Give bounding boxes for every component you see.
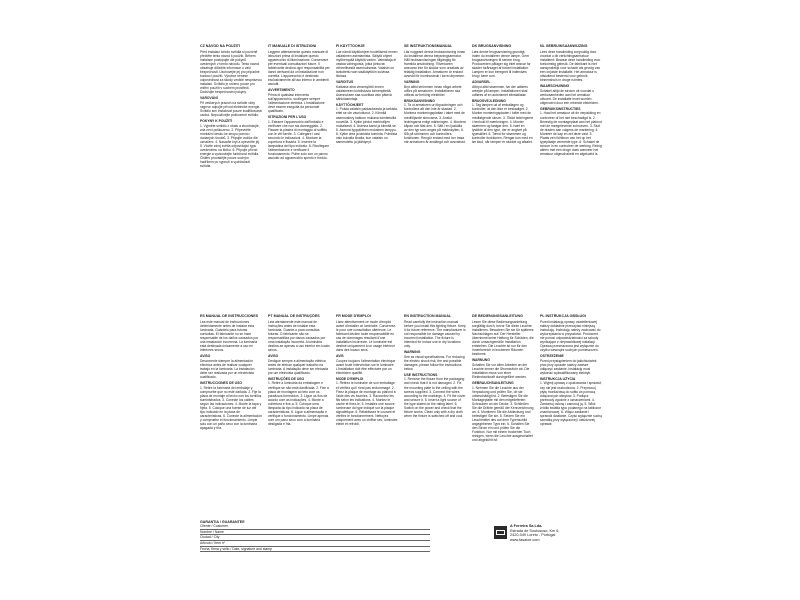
company-logo-icon <box>494 526 507 539</box>
warranty-line-item: Artículo / Item nº <box>200 541 430 547</box>
section-heading: GEBRAUCHSANLEITUNG <box>472 380 514 385</box>
section-heading: INSTRUKCJA UŻYCIA <box>540 376 576 381</box>
section-heading: AVISO <box>268 354 279 359</box>
column-title: IT MANUALE DI ISTRUZIONI <box>268 44 317 48</box>
section-text: 1. Retire la luminaria del embalaje y compruebe que no esté dañada. 2. Fije la placa de montaje al techo con los tornillos suministrados. 3. Conecte los cables según las indicaciones. 4. Monte la tapa y fíjela. 5. Coloque una fuente de luz del tipo indicado en la placa de características. 6. Conecte la alimentación y compruebe el funcionamiento. Limpie solo con un paño seco con la luminaria apagada y fría. <box>200 385 262 430</box>
instruction-sheet <box>200 40 602 566</box>
language-column <box>268 314 330 550</box>
section-heading: GEBRUIKSINSTRUCTIES <box>540 106 581 111</box>
language-column <box>200 44 262 306</box>
language-column <box>472 314 534 550</box>
section-heading: AVVERTIMENTO <box>268 88 295 93</box>
section-heading: BRUGSVEJLEDNING <box>472 98 506 103</box>
column-title: PT MANUAL DE INSTRUÇÕES <box>268 314 320 318</box>
section-text: Lue nämä käyttöohjeet huolellisesti ennen valaisimen asentamista. Säilytä ohjeet myöhempää käyttöä varten. Valmistaja ei vastaa vahingoista, jotka johtuvat virheellisestä asennuksesta. Valaisin on tarkoitettu vain sisäkäyttöön kuivissa tiloissa. <box>336 49 398 78</box>
section-text: 1. Tag lampen ud af emballagen og kontroller, at den ikke er beskadiget. 2. Monter monteringspladen i loftet med de medfølgende skruer. 3. Tilslut ledningerne i henhold til mærkningen. 4. Monter skærmen og fastgør den. 5. Isæt en lyskilde af den type, der er angivet på typeskiltet. 6. Tænd for strømmen og kontroller funktionen. Rengør kun med en tør klud, når lampen er slukket og afkølet. <box>472 103 534 144</box>
section-text: Lees deze handleiding zorgvuldig door voordat u dit verlichtingsarmatuur installeert. Bewaar deze handleiding voor toekomstig gebruik. De fabrikant is niet aansprakelijk voor schade als gevolg van een onjuiste installatie. Het armatuur is uitsluitend bestemd voor gebruik binnenshuis in droge ruimtes. <box>540 49 601 83</box>
section-heading: INSTRUCCIONES DE USO <box>200 380 243 385</box>
language-column <box>404 44 466 306</box>
company-address <box>510 524 602 542</box>
section-text: Read carefully the instruction manual before you install this lighting fixture. Keep it for future reference. The manufacturer is not responsible for damage caused by incorrect installation. The fixture is intended for indoor use in dry locations only. <box>404 319 466 348</box>
company-address-line-2: 2420-049 Loreto - Portugal <box>510 533 556 538</box>
warranty-box <box>200 520 430 552</box>
column-title: FI KÄYTTÖOHJE <box>336 44 365 48</box>
section-text: Katkaise aina virransyöttö ennen valaisimeen kohdistuvia toimenpiteitä. Asennuksen saa suorittaa vain pätevä sähköasentaja. <box>336 84 392 101</box>
section-text: Afbryd altid strømmen, før der udføres arbejde på lampen. Installationen skal udføres af en autoriseret elinstallatør. <box>472 84 528 97</box>
section-heading: VAROITUS <box>336 80 354 85</box>
language-column <box>336 44 398 306</box>
warranty-line-signature: Fecha, firma y sello / Date, signature and stamp <box>200 547 430 553</box>
section-text: 1. Retire a luminária da embalagem e verifique se não está danificada. 2. Fixe a placa de montagem ao teto com os parafusos fornecidos. 3. Ligue os fios de acordo com as indicações. 4. Monte a cobertura e fixe-a. 5. Coloque uma lâmpada do tipo indicado na placa de características. 6. Ligue a alimentação e verifique o funcionamento. Limpe apenas com um pano seco com a luminária desligada e fria. <box>268 381 329 426</box>
column-title: CZ NÁVOD NA POUŽITÍ <box>200 44 240 48</box>
section-text: 1. Wyjmij oprawę z opakowania i sprawdź, czy nie jest uszkodzona. 2. Przymocuj płytę montażową do sufitu za pomocą dołączonych wkrętów. 3. Podłącz przewody zgodnie z oznaczeniami. 4. Zamontuj osłonę i zamocuj ją. 5. Włóż źródło światła typu podanego na tabliczce znamionowej. 6. Włącz zasilanie i sprawdź działanie. Czyść wyłącznie suchą szmatką przy wyłączonej i ostudzonej oprawie. <box>540 381 602 426</box>
column-title: FR MODE D'EMPLOI <box>336 314 371 318</box>
section-text: Lisez attentivement ce mode d'emploi avant d'installer ce luminaire. Conservez-le pour une consultation ultérieure. Le fabricant décline toute responsabilité en cas de dommages résultant d'une installation incorrecte. Le luminaire est destiné uniquement à un usage intérieur dans des locaux secs. <box>336 319 397 353</box>
section-text: 1. Estrarre l'apparecchio dall'imballo e verificare che non sia danneggiato. 2. Fissare la piastra di montaggio al soffitto con le viti fornite. 3. Collegare i cavi secondo le indicazioni. 4. Montare la copertura e fissarla. 5. Inserire la lampadina del tipo indicato. 6. Ricollegare l'alimentazione e verificare il funzionamento. Pulire solo con un panno asciutto ad apparecchio spento e freddo. <box>268 119 330 160</box>
section-text: Desligue sempre a alimentação elétrica antes de efetuar qualquer trabalho na luminária. A instalação deve ser efetuada por um eletricista qualificado. <box>268 358 329 375</box>
section-text: Při veškerých pracích na svítidle vždy nejprve odpojte přívod elektrické energie. Svítidlo smí instalovat pouze kvalifikovaná osoba. Nepoužívejte poškozené svítidlo. <box>200 100 262 117</box>
language-column <box>540 314 602 550</box>
section-heading: VARNING <box>404 80 420 85</box>
section-text: Læs denne brugsanvisning grundigt, inden du installerer denne lampe. Gem brugsanvisningen til senere brug. Producenten påtager sig intet ansvar for skader forårsaget af forkert installation. Lampen er kun beregnet til indendørs brug i tørre rum. <box>472 49 531 78</box>
section-text: Lesen Sie diese Bedienungsanleitung sorgfältig durch, bevor Sie diese Leuchte installieren. Bewahren Sie sie für späteres Nachschlagen auf. Der Hersteller übernimmt keine Haftung für Schäden, die durch unsachgemäße Installation entstehen. Die Leuchte ist nur für den Innenbereich in trockenen Räumen bestimmt. <box>472 319 534 357</box>
language-column <box>336 314 398 550</box>
section-heading: ISTRUZIONI PER L'USO <box>268 114 307 119</box>
section-text: Schakel altijd de stroom uit voordat u werkzaamheden aan het armatuur uitvoert. De installatie moet worden uitgevoerd door een erkende elektricien. <box>540 88 599 105</box>
section-heading: ADVARSEL <box>472 80 491 85</box>
company-website: www.fasaloe.com <box>510 537 540 542</box>
language-column <box>268 44 330 306</box>
section-heading: WARNUNG <box>472 358 490 363</box>
language-column <box>472 44 534 306</box>
warranty-line-name: Nombre / Name <box>200 530 430 536</box>
column-title: DE BEDIENUNGSANLEITUNG <box>472 314 523 318</box>
column-title: NL GEBRUIKSAANWIJZING <box>540 44 588 48</box>
company-address-line-1: Estrada de Soutosuso, Km 6, <box>510 528 560 533</box>
section-heading: BRUKSANVISNING <box>404 98 435 103</box>
language-column <box>404 314 466 550</box>
column-title: EN INSTRUCTION MANUAL <box>404 314 452 318</box>
company-name: A Ferreira Sa Lda. <box>510 524 543 528</box>
section-text: Lea este manual de instrucciones detenidamente antes de instalar esta luminaria. Guárdelo para futuras consultas. El fabricante no se hace responsable de los daños causados por una instalación incorrecta. La luminaria está destinada únicamente a uso en interiores secos. <box>200 319 259 353</box>
section-text: Bryt alltid strömmen innan något arbete utförs på armaturen. Installationen ska utföras av behörig elektriker. <box>404 84 462 97</box>
section-text: Przed przystąpieniem do jakichkolwiek prac przy oprawie należy zawsze odłączyć zasilanie. Instalację musi wykonać wykwalifikowany elektryk. <box>540 358 597 375</box>
section-heading: POKYNY K POUŽITÍ <box>200 119 232 123</box>
section-text: 1. Haal het armatuur uit de verpakking en controleer of het niet beschadigd is. 2. Bevestig de montageplaat aan het plafond met de meegeleverde schroeven. 3. Sluit de draden aan volgens de markering. 4. Monteer de kap en zet deze vast. 5. Plaats een lichtbron van het op het typeplaatje vermelde type. 6. Schakel de stroom in en controleer de werking. Reinig alleen met een droge doek wanneer het armatuur uitgeschakeld en afgekoeld is. <box>540 111 602 156</box>
warranty-title: GARANTIA / GUARANTEE <box>200 520 245 524</box>
section-text: Läs noggrant denna bruksanvisning innan du installerar denna belysningsarmatur. Håll bruksanvisningen tillgänglig för framtida användning. Tillverkaren ansvarar inte för skador som orsakats av felaktig installation. Armaturen är endast avsedd för inomhusbruk i torra utrymmen. <box>404 49 466 78</box>
section-heading: MODE D'EMPLOI <box>336 376 364 381</box>
warranty-line-city: Ciudad / City <box>200 535 430 541</box>
section-heading: AVIS <box>336 354 344 359</box>
language-column <box>540 44 602 306</box>
section-heading: INSTRUÇÕES DE USO <box>268 376 305 381</box>
section-heading: AVISO <box>200 354 211 359</box>
section-text: 1. Ta ut armaturen ur förpackningen och kontrollera att den inte är skadad. 2. Montera monteringsplattan i taket med de medföljande skruvarna. 3. Anslut ledningarna enligt märkningen. 4. Montera kåpan och fäst den. 5. Sätt i en ljuskälla av den typ som anges på märkskylten. 6. Slå på strömmen och kontrollera funktionen. Rengör endast med torr trasa när armaturen är avstängd och avsvalnad. <box>404 103 466 144</box>
section-text: 1. Poista valaisin pakkauksesta ja tarkista, ettei se ole vaurioitunut. 2. Kiinnitä asennuslevy kattoon mukana toimitetuilla ruuveilla. 3. Kytke johdot merkintöjen mukaisesti. 4. Asenna kansi ja kiinnitä se. 5. Asenna tyyppikilven mukainen lamppu. 6. Kytke virta ja tarkista toiminta. Puhdista vain kuivalla liinalla, kun valaisin on sammutettu ja jäähtynyt. <box>336 107 398 144</box>
section-text: 1. Retirez le luminaire de son emballage et vérifiez qu'il n'est pas endommagé. 2. Fixez la plaque de montage au plafond à l'aide des vis fournies. 3. Raccordez les fils selon les indications. 4. Montez le cache et fixez-le. 5. Installez une source lumineuse du type indiqué sur la plaque signalétique. 6. Rétablissez le courant et vérifiez le fonctionnement. Nettoyez uniquement avec un chiffon sec, luminaire éteint et refroidi. <box>336 381 398 426</box>
language-column <box>200 314 262 550</box>
section-text: Schalten Sie vor allen Arbeiten an der Leuchte immer die Stromzufuhr ab. Die Installation muss von einer Elektrofachkraft durchgeführt werden. <box>472 362 530 379</box>
section-heading: OSTRZEŻENIE <box>540 354 564 359</box>
section-text: 1. Nehmen Sie die Leuchte aus der Verpackung und prüfen Sie, ob sie unbeschädigt ist. 2. Befestigen Sie die Montageplatte mit den mitgelieferten Schrauben an der Decke. 3. Schließen Sie die Drähte gemäß der Kennzeichnung an. 4. Montieren Sie die Abdeckung und befestigen Sie sie. 5. Setzen Sie ein Leuchtmittel des auf dem Typenschild angegebenen Typs ein. 6. Schalten Sie den Strom ein und prüfen Sie die Funktion. Nur mit einem trockenen Tuch reinigen, wenn die Leuchte ausgeschaltet und abgekühlt ist. <box>472 385 534 443</box>
section-heading: VAROVÁNÍ <box>200 96 218 101</box>
section-text: Przed instalacją oprawy oświetleniowej należy dokładnie przeczytać niniejszą instrukcję. Instrukcję należy zachować do wykorzystania w przyszłości. Producent nie ponosi odpowiedzialności za szkody wynikające z nieprawidłowej instalacji. Oprawa przeznaczona jest wyłącznie do użytku wewnątrz suchych pomieszczeń. <box>540 319 601 353</box>
section-text: 1. Vyjměte svítidlo z obalu a zkontrolujte, zda není poškozeno. 2. Připevněte montážní desku ke stropu pomocí dodaných šroubů. 3. Připojte vodiče dle označení. 4. Nasaďte kryt a upevněte jej. 5. Vložte zdroj světla odpovídající typu uvedenému na štítku. 6. Připojte přívod energie a vyzkoušejte funkčnost svítidla. Čištění provádějte pouze suchým hadříkem po vypnutí a vychladnutí svítidla. <box>200 123 260 169</box>
section-text: Coupez toujours l'alimentation électrique avant toute intervention sur le luminaire. L'installation doit être effectuée par un électricien qualifié. <box>336 358 396 375</box>
warranty-line-customer: Cliente / Customer <box>200 524 430 530</box>
section-heading: WARNING <box>404 350 421 355</box>
section-heading: USE INSTRUCTIONS <box>404 372 438 377</box>
section-text: Před instalací tohoto svítidla si pozorně přečtěte tento návod k použití. Během instalace postupujte dle pokynů uvedených v tomto návodu. Tento návod obsahuje důležité informace o vaší bezpečnosti. Uschovejte jej pro případné budoucí použití. Výrobce nenese odpovědnost za škody vzniklé nesprávnou instalací. Svítidlo je určeno pouze pro vnitřní použití v suchém prostředí. Dodržujte bezpečnostní pokyny. <box>200 49 262 95</box>
column-title: PL INSTRUKCJA OBSŁUGI <box>540 314 586 318</box>
section-text: Leggere attentamente questo manuale di istruzioni prima di installare questo apparecchio di illuminazione. Conservare per eventuali consultazioni future. Il fabbricante declina ogni responsabilità per danni derivanti da un'installazione non corretta. L'apparecchio è destinato esclusivamente all'uso interno in ambienti asciutti. <box>268 49 330 87</box>
column-title: SE INSTRUKTIONSMANUAL <box>404 44 453 48</box>
section-heading: WAARSCHUWING <box>540 84 570 89</box>
column-title: DK BRUGSANVISNING <box>472 44 512 48</box>
section-heading: KÄYTTÖOHJEET <box>336 102 364 107</box>
column-title: ES MANUAL DE INSTRUCCIONES <box>200 314 259 318</box>
section-text: Prima di qualsiasi intervento sull'apparecchio, scollegare sempre l'alimentazione elettrica. L'installazione deve essere eseguita da personale qualificato. <box>268 92 325 113</box>
section-text: 1. Remove the fixture from the packaging and check that it is not damaged. 2. Fix the mounting plate to the ceiling with the screws supplied. 3. Connect the wires according to the markings. 4. Fit the cover and secure it. 5. Insert a light source of the type stated on the rating label. 6. Switch on the power and check that the fixture works. Clean only with a dry cloth when the fixture is switched off and cool. <box>404 377 466 418</box>
section-text: See as visual specifications. For reducing the electric shock risk, the and possible damages, please follow the instructions below. <box>404 354 465 371</box>
section-text: Leia atentamente este manual de instruções antes de instalar esta luminária. Guarde-o para consultas futuras. O fabricante não se responsabiliza por danos causados por uma instalação incorreta. A luminária destina-se apenas a uso interior em locais secos. <box>268 319 330 353</box>
section-text: Desconecte siempre la alimentación eléctrica antes de realizar cualquier trabajo en la luminaria. La instalación debe ser realizada por un electricista cualificado. <box>200 358 255 379</box>
